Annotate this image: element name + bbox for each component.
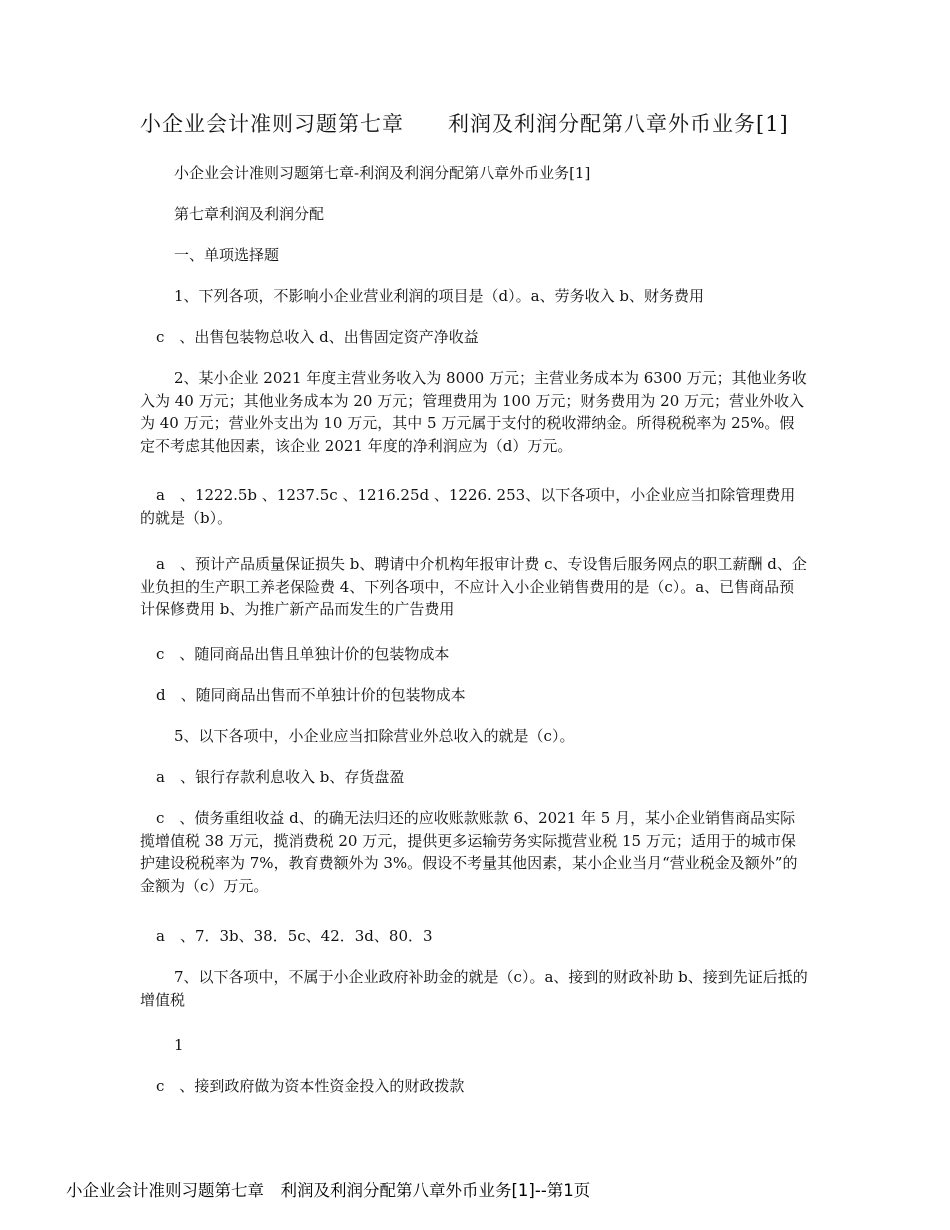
question-7: 7、以下各项中，不属于小企业政府补助金的就是（c）。a、接到的财政补助 b、接到先证后抵的增值税 (140, 968, 808, 1009)
question-1: 1、下列各项，不影响小企业营业利润的项目是（d）。a、劳务收入 b、财务费用 (174, 287, 704, 305)
question-4-option-c: c 、随同商品出售且单独计价的包装物成本 (156, 645, 450, 663)
document-title: 小企业会计准则习题第七章 利润及利润分配第八章外币业务[1] (140, 112, 789, 136)
paragraph-subtitle: 小企业会计准则习题第七章-利润及利润分配第八章外币业务[1] (174, 164, 591, 182)
question-3-options: a 、预计产品质量保证损失 b、聘请中介机构年报审计费 c、专设售后服务网点的职工薪酬 d、企业负担的生产职工养老保险费 4、下列各项中，不应计入小企业销售费用的是（c）。a、已售商品预计保修费用 b、为推广新产品而发生的广告费用 (140, 555, 807, 618)
paragraph-section-heading: 一、单项选择题 (174, 246, 280, 264)
question-6-options: a 、7．3b、38．5c、42．3d、80．3 (156, 927, 433, 945)
question-5-option-ab: a 、银行存款利息收入 b、存货盘盈 (156, 768, 405, 786)
question-7-option-c: c 、接到政府做为资本性资金投入的财政拨款 (156, 1077, 465, 1095)
question-5: 5、以下各项中，小企业应当扣除营业外总收入的就是（c）。 (174, 727, 575, 745)
question-1-option: c 、出售包装物总收入 d、出售固定资产净收益 (156, 328, 479, 346)
question-5-option-cd: c 、债务重组收益 d、的确无法归还的应收账款账款 6、2021 年 5 月，某小企业销售商品实际揽增值税 38 万元，揽消费税 20 万元，提供更多运输劳务实际揽营业税 15 万元；适用于的城市保护建设税税率为 7%，教育费额外为 3%。假设不考量其他因素，某小企业当月“营业税金及额外”的金额为（c）万元。 (140, 809, 798, 895)
question-2-options: a 、1222.5b 、1237.5c 、1216.25d 、1226. 253、以下各项中，小企业应当扣除管理费用的就是（b）。 (140, 486, 796, 527)
page-footer: 小企业会计准则习题第七章 利润及利润分配第八章外币业务[1]--第1页 (66, 1181, 591, 1200)
page-number: 1 (174, 1036, 184, 1054)
paragraph-chapter-heading: 第七章利润及利润分配 (174, 205, 325, 223)
question-4-option-d: d 、随同商品出售而不单独计价的包装物成本 (156, 686, 466, 704)
question-2: 2、某小企业 2021 年度主营业务收入为 8000 万元；主营业务成本为 6300 万元；其他业务收入为 40 万元；其他业务成本为 20 万元；管理费用为 100 万元；财务费用为 20 万元；营业外收入为 40 万元；营业外支出为 10 万元，其中 5 万元属于支付的税收滞纳金。所得税税率为 25%。假定不考虑其他因素，该企业 2021 年度的净利润应为（d）万元。 (140, 369, 807, 455)
